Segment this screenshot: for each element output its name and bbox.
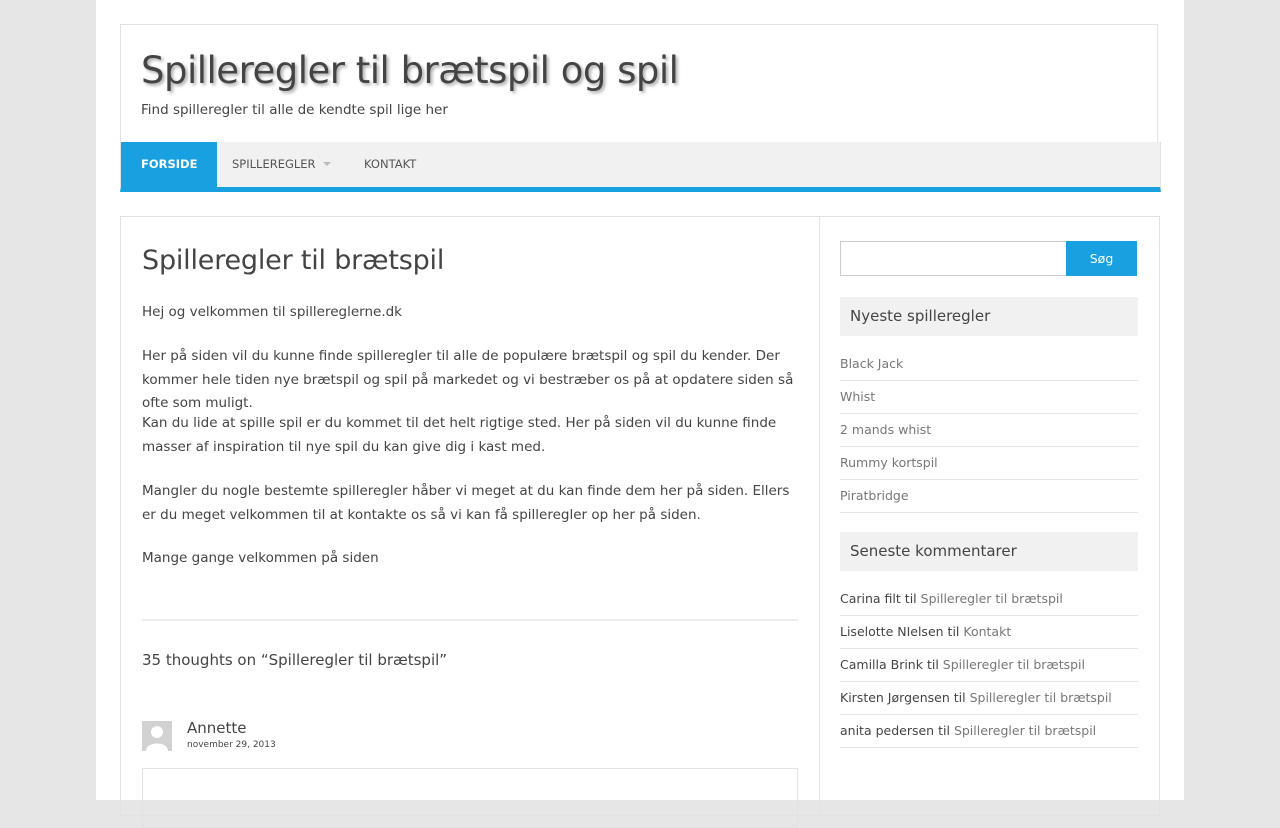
comment-author: anita pedersen (840, 723, 935, 738)
comment-author[interactable]: Annette (187, 719, 247, 737)
nav-item-label: SPILLEREGLER (232, 157, 316, 171)
list-item (840, 414, 1138, 447)
article-paragraph: Hej og velkommen til spillereglerne.dk (142, 304, 403, 320)
comment-author: Kirsten Jørgensen (840, 690, 950, 705)
recent-post-link[interactable]: Rummy kortspil (840, 455, 938, 470)
list-item (840, 682, 1138, 715)
list-item (840, 715, 1138, 748)
nav-item-label: FORSIDE (141, 157, 198, 171)
search-button[interactable]: Søg (1066, 241, 1137, 276)
nav-item-label: KONTAKT (364, 157, 417, 171)
user-silhouette-icon (142, 721, 172, 751)
search-input[interactable] (840, 241, 1067, 276)
nav-item-spilleregler[interactable] (212, 142, 351, 187)
comment-connector: til (904, 591, 917, 606)
comment-post-link[interactable]: Spilleregler til brætspil (942, 657, 1086, 672)
sidebar-divider (819, 217, 820, 817)
page-title: Spilleregler til brætspil (142, 245, 445, 276)
comment-connector: til (947, 624, 960, 639)
list-item (840, 583, 1138, 616)
comment-author: Liselotte NIelsen (840, 624, 944, 639)
chevron-down-icon (323, 162, 331, 166)
list-item (840, 447, 1138, 480)
article-paragraph: Mangler du nogle bestemte spilleregler håber vi meget at du kan finde dem her på siden. Ellers er du meget velkommen til at kontakte os så vi kan få spilleregler op her på siden. (142, 483, 790, 523)
site-description: Find spilleregler til alle de kendte spil lige her (141, 102, 448, 118)
list-item (840, 649, 1138, 682)
recent-post-link[interactable]: Whist (840, 389, 876, 404)
list-item (840, 616, 1138, 649)
avatar (142, 721, 172, 751)
comment-author: Camilla Brink (840, 657, 923, 672)
nav-item-kontakt[interactable] (344, 142, 436, 187)
recent-posts-list (840, 348, 1138, 513)
page-container (96, 0, 1184, 800)
recent-comments-title: Seneste kommentarer (840, 532, 1138, 571)
list-item (840, 348, 1138, 381)
comment-post-link[interactable]: Spilleregler til brætspil (920, 591, 1063, 606)
article-paragraph: Her på siden vil du kunne finde spilleregler til alle de populære brætspil og spil du kender. Der kommer hele tiden nye brætspil og spil på markedet og vi bestræber os på at opdatere siden så ofte som muligt. (142, 348, 794, 411)
list-item (840, 480, 1138, 513)
comment-post-link[interactable]: Spilleregler til brætspil (953, 723, 1097, 738)
nav-item-forside[interactable] (121, 142, 217, 187)
recent-comments-list (840, 583, 1138, 748)
comment-author: Carina filt (840, 591, 901, 606)
content-area (120, 216, 1160, 816)
article-paragraph: Kan du lide at spille spil er du kommet til det helt rigtige sted. Her på siden vil du kunne finde masser af inspiration til nye spil du kan give dig i kast med. (142, 415, 777, 455)
comment-post-link[interactable]: Kontakt (963, 624, 1012, 639)
comment-connector: til (926, 657, 939, 672)
comments-title: 35 thoughts on “Spilleregler til brætspil” (142, 651, 448, 669)
site-title[interactable]: Spilleregler til brætspil og spil (141, 49, 679, 92)
recent-post-link[interactable]: Black Jack (840, 356, 904, 371)
comment-connector: til (953, 690, 966, 705)
recent-post-link[interactable]: 2 mands whist (840, 422, 932, 437)
content-divider (142, 619, 798, 621)
comment-connector: til (938, 723, 950, 738)
comment-post-link[interactable]: Spilleregler til brætspil (969, 690, 1112, 705)
article-paragraph: Mange gange velkommen på siden (142, 550, 379, 566)
comment-date[interactable]: november 29, 2013 (187, 740, 276, 750)
main-navigation (120, 142, 1161, 192)
recent-post-link[interactable]: Piratbridge (840, 488, 909, 503)
comment-body (142, 768, 798, 828)
recent-posts-title: Nyeste spilleregler (840, 297, 1138, 336)
list-item (840, 381, 1138, 414)
